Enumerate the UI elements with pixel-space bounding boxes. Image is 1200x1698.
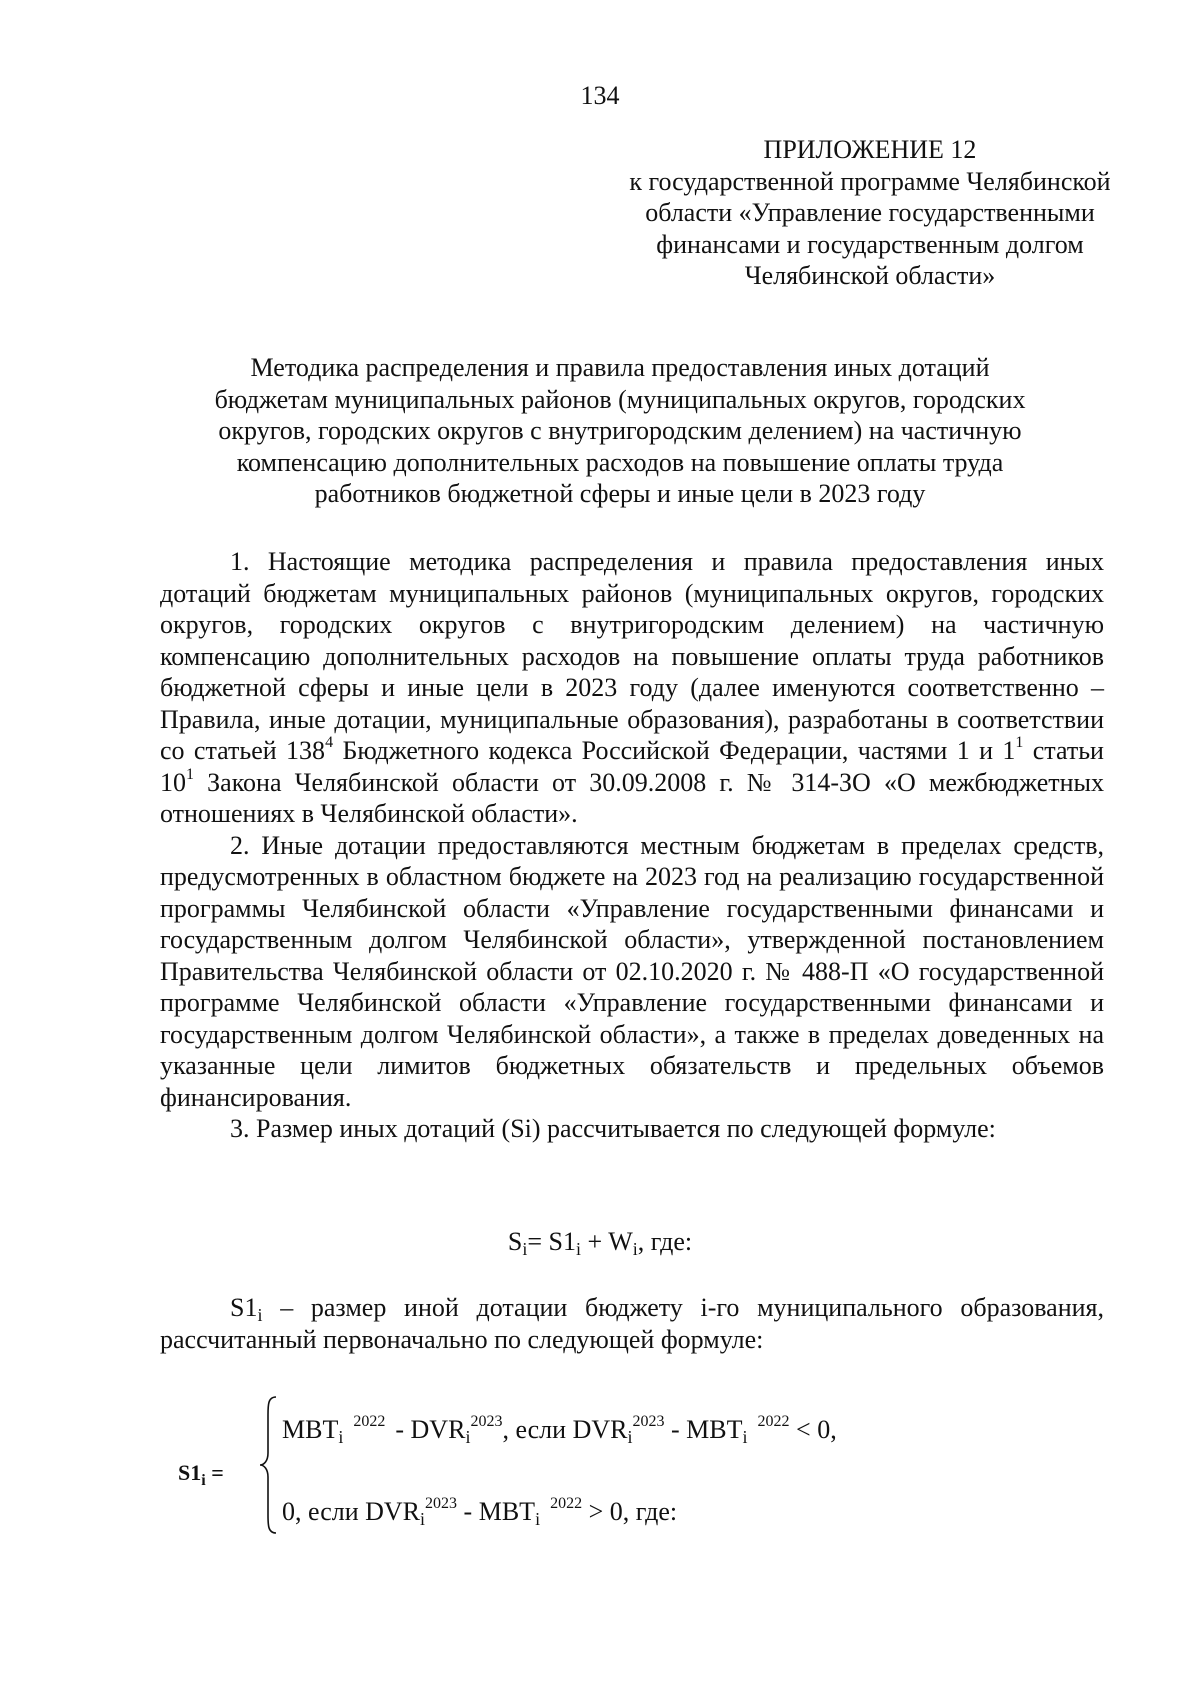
p1-text: Бюджетного кодекса Российской Федерации, частями 1 и 1 xyxy=(333,736,1016,765)
superscript: 1 xyxy=(1015,734,1024,751)
appendix-line: Челябинской области» xyxy=(744,261,996,290)
formula-explanation xyxy=(160,1292,1104,1355)
title-line: округов, городских округов с внутригородским делением) на частичную xyxy=(218,416,1022,445)
paragraph-3: 3. Размер иных дотаций (Si) рассчитывается по следующей формуле: xyxy=(230,1114,996,1143)
appendix-line: финансами и государственным долгом xyxy=(656,229,1084,259)
appendix-header xyxy=(600,134,1140,292)
page-number: 134 xyxy=(580,81,620,110)
left-brace-icon xyxy=(258,1395,278,1535)
title-line: Методика распределения и правила предоставления иных дотаций xyxy=(250,353,990,382)
paragraph-2: 2. Иные дотации предоставляются местным бюджетам в пределах средств, предусмотренных в областном бюджете на 2023 год на реализацию государственной программы Челябинской области «Управление государственными финансами и государственным долгом Челябинской области», утвержденной постановлением Правительства Челябинской области от 02.10.2020 г. № 488-П «О государственной программе Челябинской области «Управление государственными финансами и государственным долгом Челябинской области», а также в пределах доведенных на указанные цели лимитов бюджетных обязательств и предельных объемов финансирования. xyxy=(160,830,1104,1112)
body-text xyxy=(160,546,1104,1145)
title-line: работников бюджетной сферы и иные цели в 2023 году xyxy=(314,479,926,508)
p1-text: 1. Настоящие методика распределения и правила предоставления иных дотаций бюджетам муниципальных районов (муниципальных округов, городских округов, городских округов с внутригородским делением) на частичную компенсацию дополнительных расходов на повышение оплаты труда работников бюджетной сферы и иные цели в 2023 году (далее именуются соответственно – Правила, иные дотации, муниципальные образования), разработаны в соответствии со статьей 138 xyxy=(160,547,1104,765)
piecewise-case-2: 0, если $DVR_i^{2023} - MBT_i^{2022} > 0$, где: xyxy=(282,1495,678,1529)
superscript: 1 xyxy=(186,765,194,783)
superscript: 4 xyxy=(325,734,334,751)
appendix-line: области «Управление государственными xyxy=(645,198,1095,227)
p1-text: Закона Челябинской области от 30.09.2008 г. № 314-ЗО «О межбюджетных отношениях в Челябинской области». xyxy=(160,767,1104,828)
piecewise-label: $S1_i$ = xyxy=(178,1460,224,1489)
appendix-line: к государственной программе Челябинской xyxy=(629,166,1111,196)
paragraph-4: $S1_i$ – размер иной дотации бюджету i-го муниципального образования, рассчитанный первоначально по следующей формуле: xyxy=(160,1293,1104,1354)
p1-text: статьи 10 xyxy=(160,736,1104,797)
main-formula: $S_i= S1_i + W_i$, где: xyxy=(507,1227,693,1259)
title-line: компенсацию дополнительных расходов на повышение оплаты труда xyxy=(236,447,1004,477)
piecewise-case-1: $MBT_i^{2022} - DVR_i^{2023}$, если $DVR_i^{2023} - MBT_i^{2022} < 0$, xyxy=(282,1413,837,1447)
title-line: бюджетам муниципальных районов (муниципальных округов, городских xyxy=(214,384,1026,414)
document-title xyxy=(170,352,1070,510)
paragraph-1 xyxy=(160,546,1104,830)
appendix-title: ПРИЛОЖЕНИЕ 12 xyxy=(763,135,977,164)
